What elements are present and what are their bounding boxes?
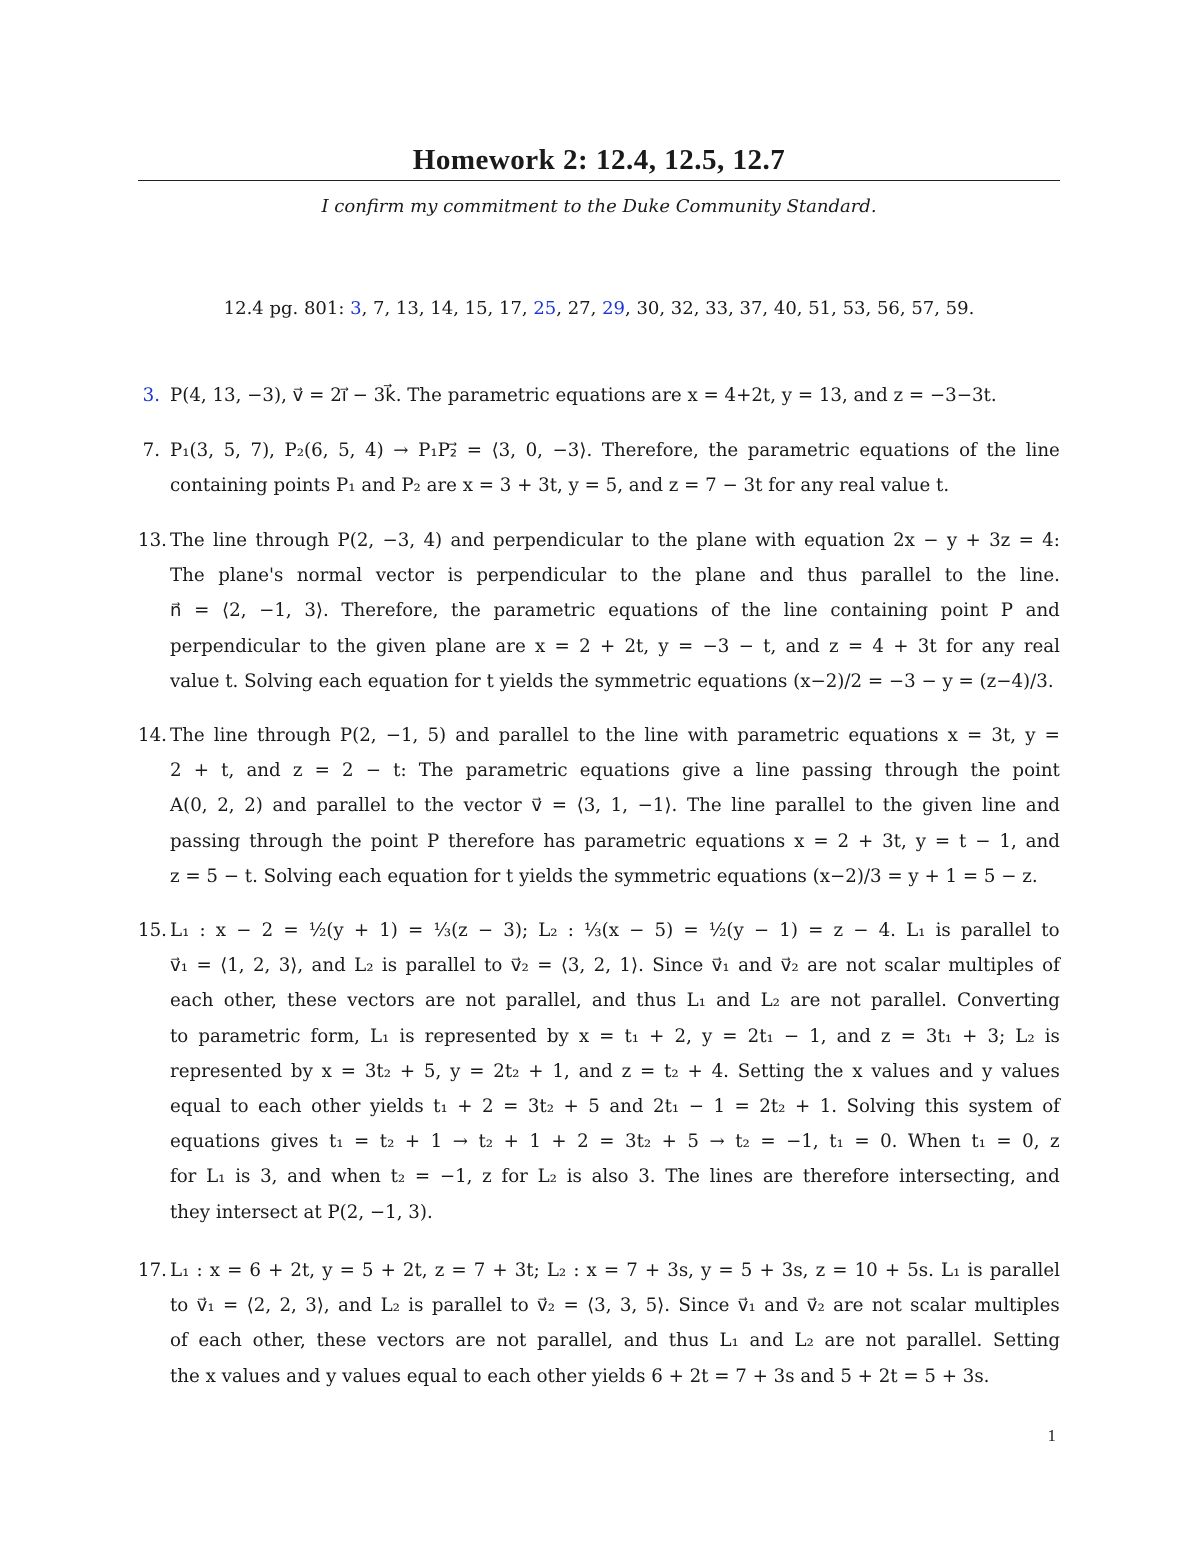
problem-line: the x values and y values equal to each other yields 6 + 2t = 7 + 3s and 5 + 2t = 5 + 3s. (170, 1365, 990, 1387)
problem-item (138, 433, 1060, 503)
problem-item (138, 378, 1060, 413)
assignment-problem-number: 32 (670, 298, 694, 319)
problem-line: they intersect at P(2, −1, 3). (170, 1201, 433, 1223)
problem-line: The plane's normal vector is perpendicular to the plane and thus parallel to the line. (170, 565, 1060, 587)
problem-text (170, 913, 1060, 1230)
page-title: Homework 2: 12.4, 12.5, 12.7 (412, 144, 786, 176)
problem-line: L₁ : x − 2 = ½(y + 1) = ⅓(z − 3); L₂ : ⅓(x − 5) = ½(y − 1) = z − 4. L₁ is parallel to (170, 920, 1060, 941)
problem-number: 17. (138, 1260, 167, 1281)
assignment-problem-number: 33 (705, 298, 729, 319)
problem-text (170, 1253, 1060, 1394)
problem-line: The line through P(2, −1, 5) and parallel to the line with parametric equations x = 3t, y = (170, 725, 1060, 746)
problem-line: passing through the point P therefore has parametric equations x = 2 + 3t, y = t − 1, and (170, 830, 1060, 852)
problem-line: equations gives t₁ = t₂ + 1 → t₂ + 1 + 2 = 3t₂ + 5 → t₂ = −1, t₁ = 0. When t₁ = 0, z (170, 1131, 1060, 1153)
page-number: 1 (1047, 1426, 1056, 1445)
problem-line: perpendicular to the given plane are x = 2 + 2t, y = −3 − t, and z = 4 + 3t for any real (170, 635, 1060, 657)
assignment-problem-number: 15 (464, 298, 488, 319)
assignment-problem-number: 40 (773, 298, 797, 319)
assignment-problem-number[interactable]: 25 (533, 298, 557, 319)
assignment-problem-number: 17 (499, 298, 522, 319)
problem-item (138, 523, 1060, 699)
problem-text (170, 378, 1060, 413)
problem-item (138, 913, 1060, 1230)
problem-line: 2 + t, and z = 2 − t: The parametric equations give a line passing through the point (170, 760, 1060, 782)
problem-line: containing points P₁ and P₂ are x = 3 + 3t, y = 5, and z = 7 − 3t for any real value t. (170, 475, 950, 497)
title-rule (138, 180, 1060, 181)
assignment-problem-number: 51 (808, 298, 832, 319)
problem-text (170, 523, 1060, 699)
problem-item (138, 718, 1060, 894)
assignment-problem-number: 27 (567, 298, 591, 319)
assignment-prefix: 12.4 pg. 801: (223, 298, 351, 319)
assignment-list: 12.4 pg. 801: 3, 7, 13, 14, 15, 17, 25, 27, 29, 30, 32, 33, 37, 40, 51, 53, 56, 57, 59. (223, 298, 975, 319)
assignment-problem-number: 13 (395, 298, 419, 319)
problem-number: 7. (142, 440, 160, 461)
problem-line: of each other, these vectors are not parallel, and thus L₁ and L₂ are not parallel. Setting (170, 1330, 1060, 1352)
problem-line: to v⃗₁ = ⟨2, 2, 3⟩, and L₂ is parallel to v⃗₂ = ⟨3, 3, 5⟩. Since v⃗₁ and v⃗₂ are not scalar multiples (170, 1295, 1060, 1317)
honor-pledge: I confirm my commitment to the Duke Community Standard. (321, 196, 877, 217)
problem-line: The line through P(2, −3, 4) and perpendicular to the plane with equation 2x − y + 3z = 4: (170, 530, 1060, 551)
problem-line: L₁ : x = 6 + 2t, y = 5 + 2t, z = 7 + 3t; L₂ : x = 7 + 3s, y = 5 + 3s, z = 10 + 5s. L₁ is parallel (170, 1260, 1060, 1281)
problem-line: value t. Solving each equation for t yields the symmetric equations (x−2)/2 = −3 − y = (z−4)/3. (170, 670, 1054, 692)
problem-text (170, 718, 1060, 894)
problem-number[interactable]: 3. (142, 385, 160, 406)
problem-item (138, 1253, 1060, 1394)
problem-number: 13. (138, 530, 167, 551)
problem-line: to parametric form, L₁ is represented by x = t₁ + 2, y = 2t₁ − 1, and z = 3t₁ + 3; L₂ is (170, 1025, 1060, 1047)
problem-line: P(4, 13, −3), v⃗ = 2i⃗ − 3k⃗. The parametric equations are x = 4+2t, y = 13, and z = −3−3t. (170, 385, 997, 406)
assignment-problem-number: 30 (636, 298, 660, 319)
assignment-problem-number[interactable]: 3 (350, 298, 362, 319)
problem-line: A(0, 2, 2) and parallel to the vector v⃗ = ⟨3, 1, −1⟩. The line parallel to the given line and (170, 795, 1060, 817)
assignment-problem-number: 7 (373, 298, 385, 319)
problem-line: z = 5 − t. Solving each equation for t yields the symmetric equations (x−2)/3 = y + 1 = 5 − z. (170, 865, 1038, 887)
problem-line: v⃗₁ = ⟨1, 2, 3⟩, and L₂ is parallel to v⃗₂ = ⟨3, 2, 1⟩. Since v⃗₁ and v⃗₂ are not scalar multiples of (170, 955, 1060, 977)
problem-line: for L₁ is 3, and when t₂ = −1, z for L₂ is also 3. The lines are therefore intersecting, and (170, 1166, 1060, 1188)
problem-line: equal to each other yields t₁ + 2 = 3t₂ + 5 and 2t₁ − 1 = 2t₂ + 1. Solving this system of (170, 1096, 1060, 1118)
problem-line: each other, these vectors are not parallel, and thus L₁ and L₂ are not parallel. Converting (170, 990, 1060, 1012)
assignment-problem-number: 57 (911, 298, 935, 319)
assignment-problem-number[interactable]: 29 (602, 298, 625, 319)
assignment-problem-number: 59 (945, 298, 969, 319)
assignment-suffix: . (968, 298, 975, 319)
problem-line: P₁(3, 5, 7), P₂(6, 5, 4) → P₁P₂⃗ = ⟨3, 0, −3⟩. Therefore, the parametric equations of the line (170, 440, 1060, 461)
assignment-problem-number: 53 (842, 298, 866, 319)
problem-line: n⃗ = ⟨2, −1, 3⟩. Therefore, the parametric equations of the line containing point P and (170, 600, 1060, 622)
assignment-problem-number: 14 (430, 298, 454, 319)
problem-text (170, 433, 1060, 503)
assignment-problem-number: 37 (739, 298, 763, 319)
problem-number: 15. (138, 920, 167, 941)
problem-number: 14. (138, 725, 167, 746)
problem-line: represented by x = 3t₂ + 5, y = 2t₂ + 1, and z = t₂ + 4. Setting the x values and y values (170, 1060, 1060, 1082)
assignment-problem-number: 56 (876, 298, 900, 319)
